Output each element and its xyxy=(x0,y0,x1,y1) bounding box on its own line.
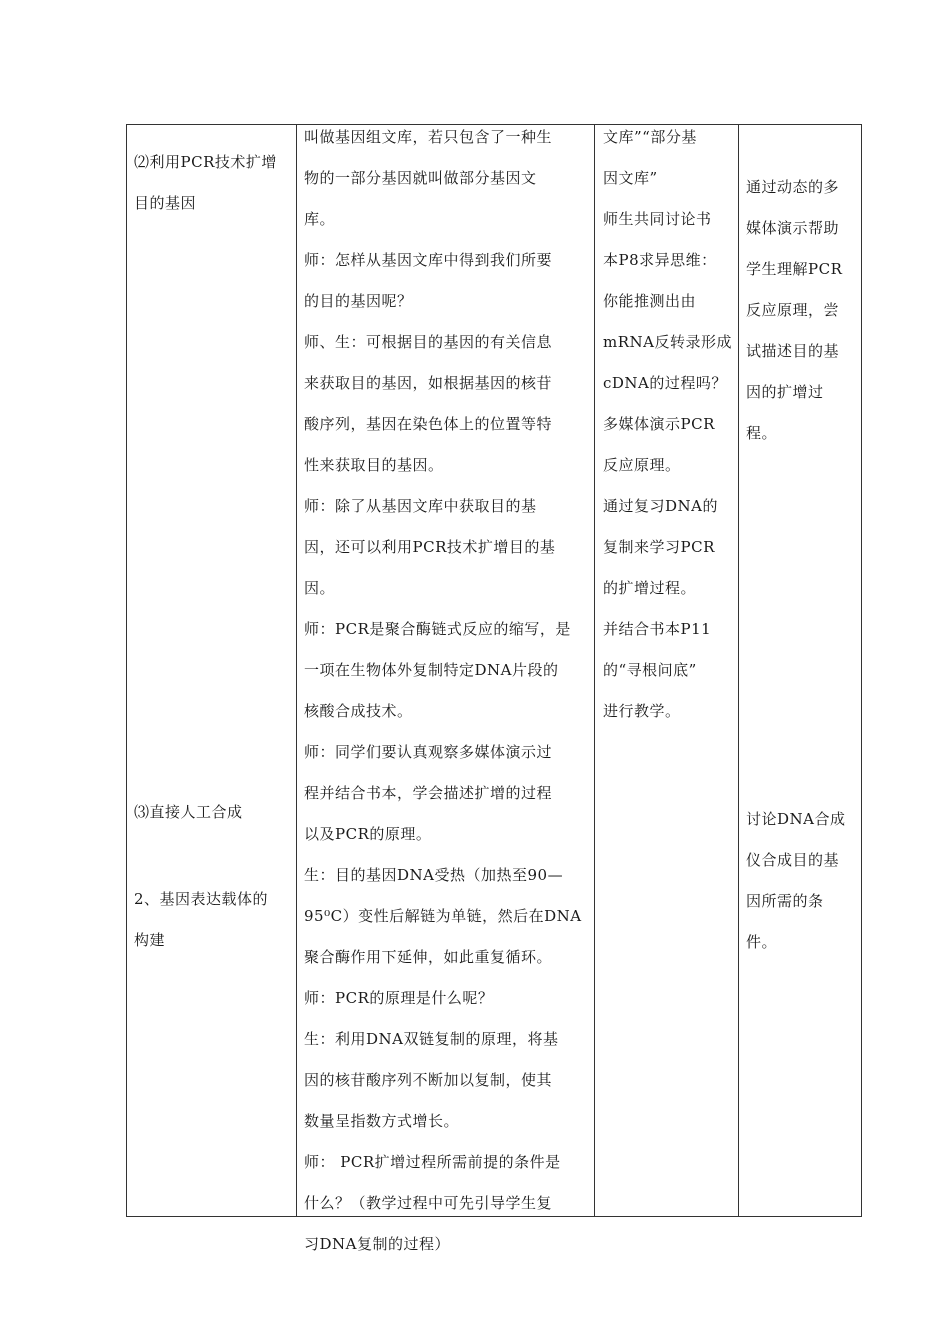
dialogue-line: 以及PCR的原理。 xyxy=(304,825,432,843)
dialogue-line: 因的核苷酸序列不断加以复制，使其 xyxy=(304,1071,553,1089)
activity-line: 你能推测出由 xyxy=(603,292,697,310)
activity-line: 的扩增过程。 xyxy=(603,579,697,597)
column-divider-2 xyxy=(594,125,595,1216)
dialogue-line: 酸序列，基因在染色体上的位置等特 xyxy=(304,415,553,433)
column-divider-1 xyxy=(296,125,297,1216)
intent-line: 程。 xyxy=(746,424,778,442)
activity-line: 多媒体演示PCR xyxy=(603,415,715,433)
intent-line: 因的扩增过 xyxy=(746,383,824,401)
dialogue-line: 因，还可以利用PCR技术扩增目的基 xyxy=(304,538,556,556)
intent-line: 讨论DNA合成 xyxy=(746,810,846,828)
dialogue-line: 数量呈指数方式增长。 xyxy=(304,1112,460,1130)
dialogue-line: 生：目的基因DNA受热（加热至90— xyxy=(304,866,564,884)
dialogue-line: 程并结合书本，学会描述扩增的过程 xyxy=(304,784,553,802)
intent-line: 件。 xyxy=(746,933,778,951)
intent-block-synthesis xyxy=(746,799,845,963)
dialogue-line: 性来获取目的基因。 xyxy=(304,456,444,474)
dialogue-line: 师： PCR扩增过程所需前提的条件是 xyxy=(304,1153,561,1171)
content-line: ⑵利用PCR技术扩增 xyxy=(134,153,277,171)
dialogue-line: 什么？（教学过程中可先引导学生复 xyxy=(304,1194,553,1212)
activity-line: 并结合书本P11 xyxy=(603,620,712,638)
dialogue-line: 生：利用DNA双链复制的原理，将基 xyxy=(304,1030,559,1048)
dialogue-line: 习DNA复制的过程） xyxy=(304,1235,450,1253)
intent-line: 反应原理，尝 xyxy=(746,301,840,319)
dialogue-line: 师：怎样从基因文库中得到我们所要 xyxy=(304,251,553,269)
dialogue-line: 叫做基因组文库，若只包含了一种生 xyxy=(304,128,553,146)
item-artificial-synthesis xyxy=(134,792,243,833)
intent-line: 媒体演示帮助 xyxy=(746,219,840,237)
intent-line: 学生理解PCR xyxy=(746,260,843,278)
content-line: 构建 xyxy=(134,931,166,949)
section-vector-construction xyxy=(134,879,268,961)
dialogue-line: 聚合酶作用下延伸，如此重复循环。 xyxy=(304,948,553,966)
dialogue-line: 师：同学们要认真观察多媒体演示过 xyxy=(304,743,553,761)
activity-line: cDNA的过程吗？ xyxy=(603,374,727,392)
activity-line: 复制来学习PCR xyxy=(603,538,715,556)
dialogue-column xyxy=(304,117,594,1265)
dialogue-line: 师：除了从基因文库中获取目的基 xyxy=(304,497,537,515)
dialogue-line: 物的一部分基因就叫做部分基因文 xyxy=(304,169,537,187)
content-line: 目的基因 xyxy=(134,194,197,212)
dialogue-line: 95⁰C）变性后解链为单链，然后在DNA xyxy=(304,907,582,925)
dialogue-line: 来获取目的基因，如根据基因的核苷 xyxy=(304,374,553,392)
dialogue-line: 师：PCR是聚合酶链式反应的缩写，是 xyxy=(304,620,571,638)
lesson-plan-table xyxy=(126,124,862,1253)
activity-line: 因文库” xyxy=(603,169,658,187)
activity-line: 师生共同讨论书 xyxy=(603,210,712,228)
dialogue-line: 一项在生物体外复制特定DNA片段的 xyxy=(304,661,559,679)
activity-line: 通过复习DNA的 xyxy=(603,497,718,515)
intent-line: 因所需的条 xyxy=(746,892,824,910)
intent-line: 试描述目的基 xyxy=(746,342,840,360)
dialogue-line: 师：PCR的原理是什么呢？ xyxy=(304,989,494,1007)
intent-line: 仪合成目的基 xyxy=(746,851,840,869)
activity-line: 的“寻根问底” xyxy=(603,661,697,679)
activity-column xyxy=(603,117,741,732)
activity-line: mRNA反转录形成 xyxy=(603,333,732,351)
item-pcr-amplification xyxy=(134,142,277,224)
dialogue-line: 库。 xyxy=(304,210,336,228)
dialogue-line: 的目的基因呢？ xyxy=(304,292,413,310)
activity-line: 进行教学。 xyxy=(603,702,681,720)
content-line: ⑶直接人工合成 xyxy=(134,803,243,821)
intent-line: 通过动态的多 xyxy=(746,178,840,196)
dialogue-line: 因。 xyxy=(304,579,336,597)
dialogue-line: 核酸合成技术。 xyxy=(304,702,413,720)
content-line: 2、基因表达载体的 xyxy=(134,890,269,908)
activity-line: 反应原理。 xyxy=(603,456,681,474)
intent-block-pcr xyxy=(746,167,842,454)
activity-line: 文库”“部分基 xyxy=(603,128,697,146)
activity-line: 本P8求异思维： xyxy=(603,251,717,269)
dialogue-line: 师、生：可根据目的基因的有关信息 xyxy=(304,333,553,351)
